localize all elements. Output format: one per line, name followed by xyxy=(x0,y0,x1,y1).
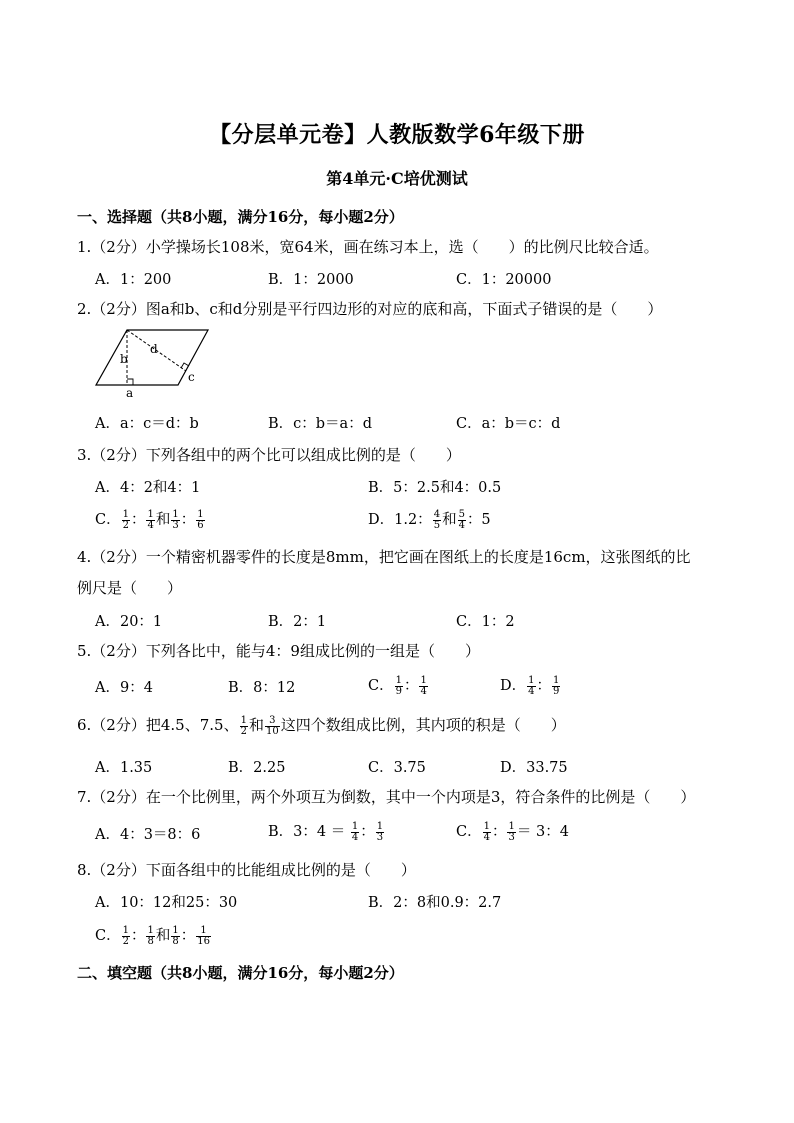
page-subtitle: 第4单元·C培优测试 xyxy=(326,169,468,188)
question-2-option-a: A．a：c＝d：b xyxy=(95,416,199,432)
question-3-option-c: C． $\frac{1}{2}$ ： $\frac{1}{4}$ 和 $\frac{1}{3}$ ： $\frac{1}{6}$ xyxy=(95,508,204,531)
question-6-option-d: D．33.75 xyxy=(500,760,568,776)
question-5-option-a: A．9：4 xyxy=(95,680,153,696)
question-4-stem-line-2: 例尺是（ ） xyxy=(77,579,183,597)
question-6-stem: 6.（2分）把4.5、7.5、 $\frac{1}{2}$ 和 $\frac{3}{10}$ 这四个数组成比例，其内项的积是（ ） xyxy=(77,714,566,737)
question-1-stem: 1.（2分）小学操场长108米，宽64米，画在练习本上，选（ ）的比例尺比较合适。 xyxy=(77,238,659,256)
question-5-option-b: B．8：12 xyxy=(228,680,296,696)
figure-label-a: a xyxy=(126,386,134,400)
question-7-stem: 7.（2分）在一个比例里，两个外项互为倒数，其中一个内项是3，符合条件的比例是（ ） xyxy=(77,788,696,806)
parallelogram-diagram xyxy=(92,325,212,400)
question-7-option-c: C． $\frac{1}{4}$ ： $\frac{1}{3}$ ＝ 3：4 xyxy=(456,820,569,843)
question-4-option-b: B．2：1 xyxy=(268,614,327,630)
question-6-option-a: A．1.35 xyxy=(95,760,153,776)
figure-label-d: d xyxy=(150,342,158,356)
question-2-stem: 2.（2分）图a和b、c和d分别是平行四边形的对应的底和高，下面式子错误的是（ ） xyxy=(77,300,663,318)
question-3-stem: 3.（2分）下列各组中的两个比可以组成比例的是（ ） xyxy=(77,446,461,464)
figure-label-c: c xyxy=(188,370,195,384)
question-5-option-d: D． $\frac{1}{4}$ ： $\frac{1}{9}$ xyxy=(500,674,560,697)
question-3-option-a: A．4：2和4：1 xyxy=(95,480,201,496)
question-3-option-d: D．1.2： $\frac{4}{5}$ 和 $\frac{5}{4}$ ：5 xyxy=(368,508,491,531)
parallelogram-figure xyxy=(92,325,212,400)
question-4-option-a: A．20：1 xyxy=(95,614,163,630)
question-1-option-b: B．1：2000 xyxy=(268,272,354,288)
question-5-option-c: C． $\frac{1}{9}$ ： $\frac{1}{4}$ xyxy=(368,674,427,697)
figure-label-b: b xyxy=(120,352,128,366)
question-1-option-c: C．1：20000 xyxy=(456,272,552,288)
question-8-option-c: C． $\frac{1}{2}$ ： $\frac{1}{8}$ 和 $\frac{1}{8}$ ： $\frac{1}{16}$ xyxy=(95,924,210,947)
question-2-option-c: C．a：b＝c：d xyxy=(456,416,561,432)
question-5-stem: 5.（2分）下列各比中，能与4：9组成比例的一组是（ ） xyxy=(77,642,480,660)
question-3-option-b: B．5：2.5和4：0.5 xyxy=(368,480,502,496)
question-8-option-a: A．10：12和25：30 xyxy=(95,895,238,911)
question-8-option-b: B．2：8和0.9：2.7 xyxy=(368,895,502,911)
question-8-stem: 8.（2分）下面各组中的比能组成比例的是（ ） xyxy=(77,861,416,879)
question-1-option-a: A．1：200 xyxy=(95,272,172,288)
page-title: 【分层单元卷】人教版数学6年级下册 xyxy=(209,122,585,148)
section-heading-choice: 一、选择题（共8小题，满分16分，每小题2分） xyxy=(77,208,404,226)
question-7-option-a: A．4：3＝8：6 xyxy=(95,827,201,843)
question-4-option-c: C．1：2 xyxy=(456,614,515,630)
question-4-stem-line-1: 4.（2分）一个精密机器零件的长度是8mm，把它画在图纸上的长度是16cm，这张图纸的比 xyxy=(77,548,691,566)
question-2-option-b: B．c：b＝a：d xyxy=(268,416,372,432)
question-7-option-b: B．3：4 ＝ $\frac{1}{4}$ ： $\frac{1}{3}$ xyxy=(268,820,384,843)
section-heading-fill: 二、填空题（共8小题，满分16分，每小题2分） xyxy=(77,964,404,982)
question-6-option-b: B．2.25 xyxy=(228,760,286,776)
question-6-option-c: C．3.75 xyxy=(368,760,426,776)
